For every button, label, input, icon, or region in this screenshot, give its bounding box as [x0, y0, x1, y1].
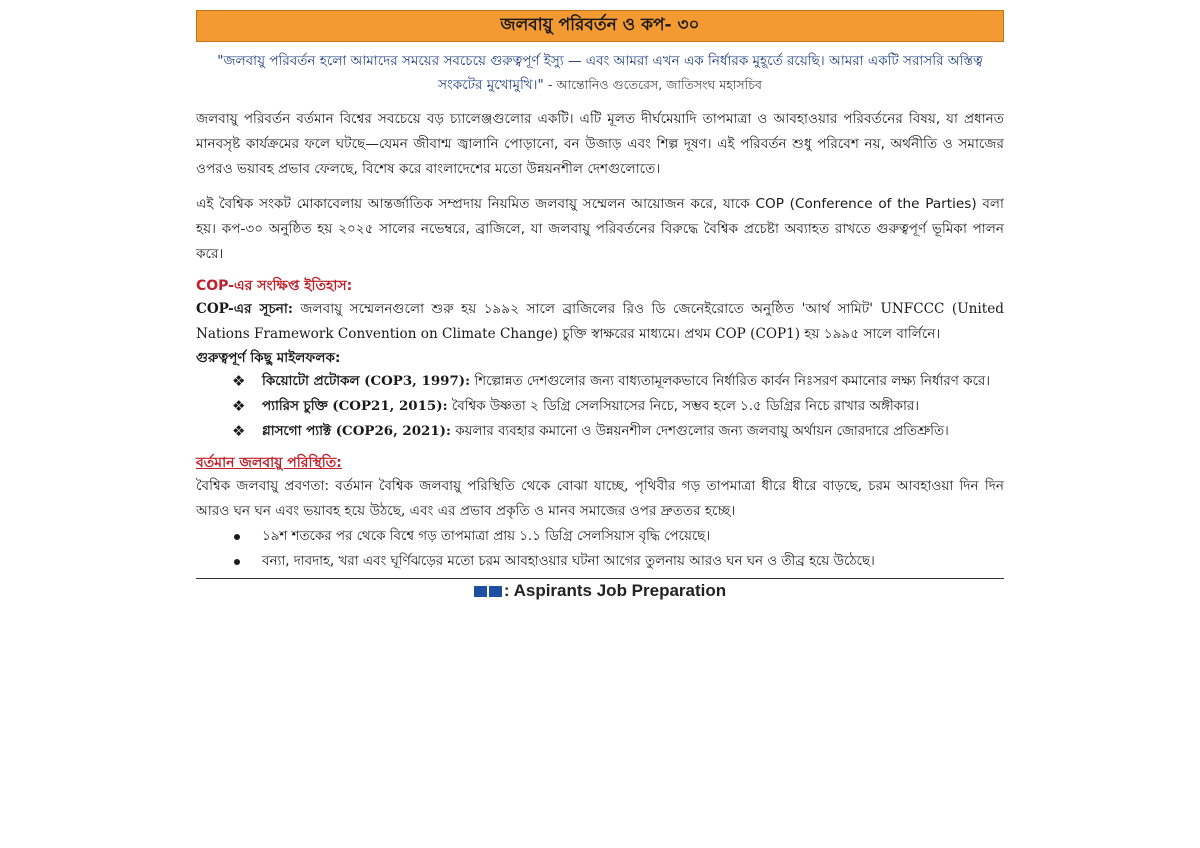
footer [196, 581, 1004, 601]
climate-trend-paragraph [196, 474, 1004, 524]
climate-trend-label: বৈশ্বিক জলবায়ু প্রবণতা: [196, 478, 330, 494]
climate-fact-text: বন্যা, দাবদাহ, খরা এবং ঘূর্ণিঝড়ের মতো চরম আবহাওয়ার ঘটনা আগের তুলনায় আরও ঘন ঘন ও তীব্র হয়ে উঠেছে। [262, 554, 875, 569]
page-title: জলবায়ু পরিবর্তন ও কপ- ৩০ [500, 15, 700, 35]
climate-fact-text: ১৯শ শতকের পর থেকে বিশ্বে গড় তাপমাত্রা প্রায় ১.১ ডিগ্রি সেলসিয়াস বৃদ্ধি পেয়েছে। [262, 529, 711, 544]
cop-origin-paragraph [196, 297, 1004, 347]
climate-facts-list [196, 524, 1004, 574]
bullet-dot-icon [234, 534, 240, 540]
diamond-bullet-icon: ❖ [232, 372, 246, 390]
milestone-text: কয়লার ব্যবহার কমানো ও উন্নয়নশীল দেশগুলোর জন্য জলবায়ু অর্থায়ন জোরদারে প্রতিশ্রুতি। [450, 424, 949, 439]
title-banner [196, 10, 1004, 42]
list-item [232, 549, 1004, 574]
quote-text: "জলবায়ু পরিবর্তন হলো আমাদের সময়ের সবচেয়ে গুরুত্বপূর্ণ ইস্যু — এবং আমরা এখন এক নির্ধারক মুহূর্তে রয়েছি। আমরা একটি সরাসরি অস্তিত্ব সংকটের মুখোমুখি।" [217, 53, 983, 93]
milestones-list [196, 369, 1004, 444]
milestone-label: কিয়োটো প্রটোকল (COP3, 1997): [262, 373, 471, 389]
document-page [196, 10, 1004, 601]
current-situation-heading: বর্তমান জলবায়ু পরিস্থিতি: [196, 455, 342, 471]
facebook-logo-icon [474, 586, 502, 597]
list-item [232, 369, 1004, 394]
list-item [232, 524, 1004, 549]
intro-paragraph-1: জলবায়ু পরিবর্তন বর্তমান বিশ্বের সবচেয়ে বড় চ্যালেঞ্জগুলোর একটি। এটি মূলত দীর্ঘমেয়াদি তাপমাত্রা ও আবহাওয়ার পরিবর্তনের বিষয়, যা প্রধানত মানবসৃষ্ট কার্যক্রমের ফলে ঘটছে—যেমন জীবাশ্ম জ্বালানি পোড়ানো, বন উজাড় এবং শিল্প দূষণ। এই পরিবর্তন শুধু পরিবেশ নয়, অর্থনীতি ও সমাজের ওপরও ভয়াবহ প্রভাব ফেলছে, বিশেষ করে বাংলাদেশের মতো উন্নয়নশীল দেশগুলোতে। [196, 111, 1004, 177]
history-heading: COP-এর সংক্ষিপ্ত ইতিহাস: [196, 278, 353, 294]
list-item [232, 419, 1004, 444]
diamond-bullet-icon: ❖ [232, 397, 246, 415]
quote-attribution: - আন্তোনিও গুতেরেস, জাতিসংঘ মহাসচিব [548, 77, 762, 92]
diamond-bullet-icon: ❖ [232, 422, 246, 440]
milestones-heading: গুরুত্বপূর্ণ কিছু মাইলফলক: [196, 350, 341, 366]
bullet-dot-icon [234, 559, 240, 565]
milestone-text: শিল্পোন্নত দেশগুলোর জন্য বাধ্যতামূলকভাবে নির্ধারিত কার্বন নিঃসরণ কমানোর লক্ষ্য নির্ধারণ করে। [470, 374, 991, 389]
list-item [232, 394, 1004, 419]
intro-paragraph-2: এই বৈশ্বিক সংকট মোকাবেলায় আন্তর্জাতিক সম্প্রদায় নিয়মিত জলবায়ু সম্মেলন আয়োজন করে, যাকে COP (Conference of the Parties) বলা হয়। কপ-৩০ অনুষ্ঠিত হয় ২০২৫ সালের নভেম্বরে, ব্রাজিলে, যা জলবায়ু পরিবর্তনের বিরুদ্ধে বৈশ্বিক প্রচেষ্টা অব্যাহত রাখতে গুরুত্বপূর্ণ ভূমিকা পালন করে। [196, 196, 1004, 262]
footer-text: : Aspirants Job Preparation [503, 581, 727, 600]
cop-origin-text: জলবায়ু সম্মেলনগুলো শুরু হয় ১৯৯২ সালে ব্রাজিলের রিও ডি জেনেইরোতে অনুষ্ঠিত 'আর্থ সামিট' UNFCCC (United Nations Framework Convention on Climate Change) চুক্তি স্বাক্ষরের মাধ্যমে। প্রথম COP (COP1) হয় ১৯৯৫ সালে বার্লিনে। [196, 301, 1004, 342]
milestone-text: বৈশ্বিক উষ্ণতা ২ ডিগ্রি সেলসিয়াসের নিচে, সম্ভব হলে ১.৫ ডিগ্রির নিচে রাখার অঙ্গীকার। [447, 399, 920, 414]
footer-divider [196, 578, 1004, 579]
climate-trend-text: বর্তমান বৈশ্বিক জলবায়ু পরিস্থিতি থেকে বোঝা যাচ্ছে, পৃথিবীর গড় তাপমাত্রা ধীরে ধীরে বাড়ছে, চরম আবহাওয়া দিন দিন আরও ঘন ঘন এবং ভয়াবহ হয়ে উঠছে, এবং এর প্রভাব প্রকৃতি ও মানব সমাজের ওপর দ্রুততর হচ্ছে। [196, 478, 1004, 519]
quote-block [214, 50, 986, 97]
milestone-label: প্যারিস চুক্তি (COP21, 2015): [262, 398, 448, 414]
cop-origin-label: COP-এর সূচনা: [196, 301, 293, 317]
milestone-label: গ্লাসগো প্যাক্ট (COP26, 2021): [262, 423, 451, 439]
